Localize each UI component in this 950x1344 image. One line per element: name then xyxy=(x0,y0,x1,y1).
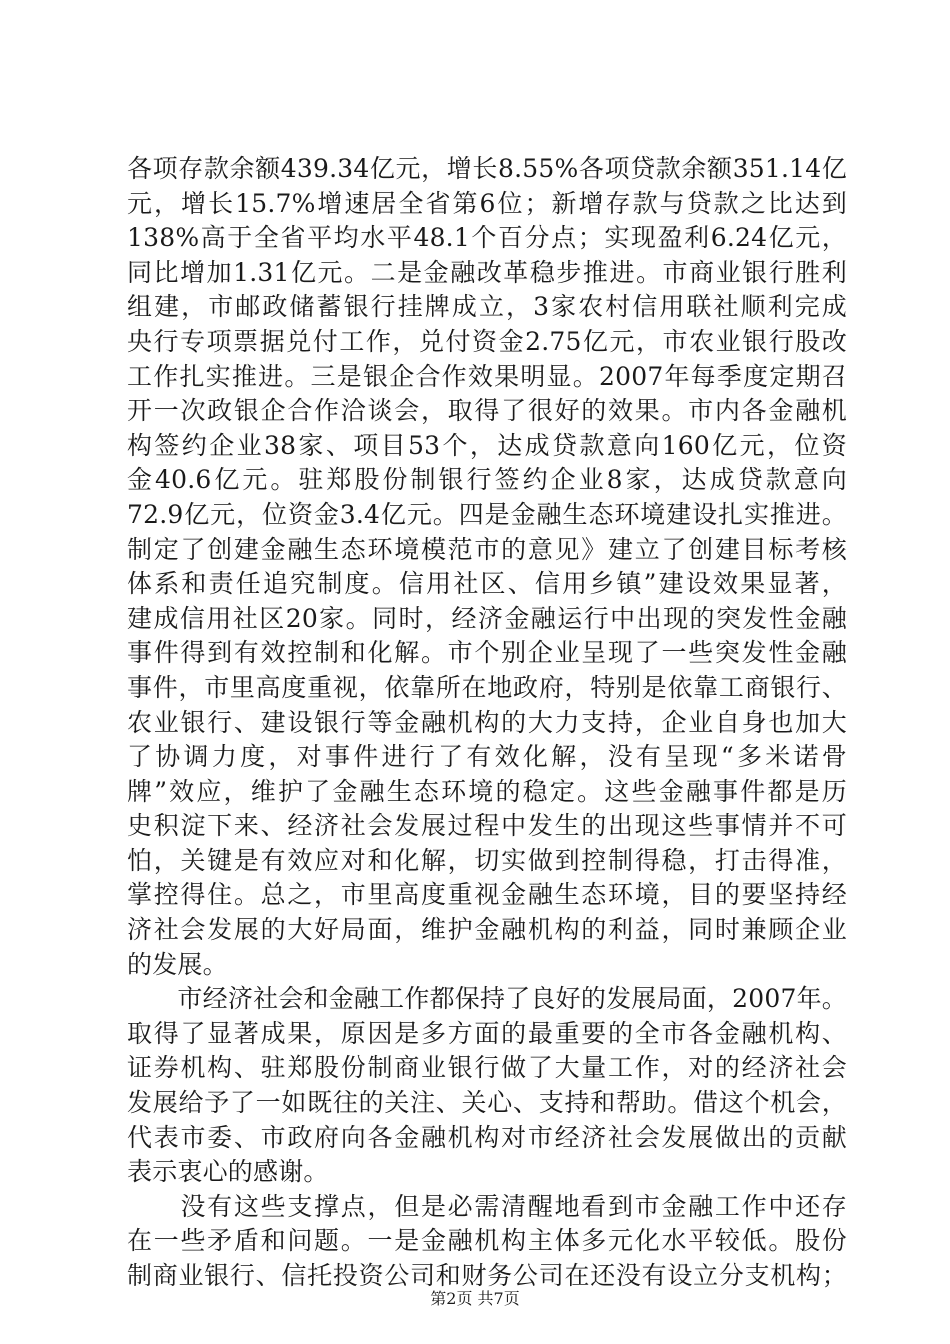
text-line: 138%高于全省平均水平48.1个百分点；实现盈利6.24亿元， xyxy=(127,223,847,253)
body-text xyxy=(127,152,847,1294)
text-line: 金40.6亿元。驻郑股份制银行签约企业8家，达成贷款意向 xyxy=(127,465,847,495)
text-line: 牌”效应，维护了金融生态环境的稳定。这些金融事件都是历 xyxy=(127,776,847,806)
text-line: 开一次政银企合作洽谈会，取得了很好的效果。市内各金融机 xyxy=(127,396,847,426)
text-line: 事件得到有效控制和化解。市个别企业呈现了一些突发性金融 xyxy=(127,638,847,668)
text-line: 制商业银行、信托投资公司和财务公司在还没有设立分支机构； xyxy=(127,1261,847,1290)
text-line: 发展给予了一如既往的关注、关心、支持和帮助。借这个机会， xyxy=(127,1088,847,1118)
text-line: 元，增长15.7%增速居全省第6位；新增存款与贷款之比达到 xyxy=(127,188,847,218)
text-line: 在一些矛盾和问题。一是金融机构主体多元化水平较低。股份 xyxy=(127,1226,847,1256)
text-line: 组建，市邮政储蓄银行挂牌成立，3家农村信用联社顺利完成 xyxy=(127,292,847,322)
text-line: 同比增加1.31亿元。二是金融改革稳步推进。市商业银行胜利 xyxy=(127,257,847,287)
text-line: 代表市委、市政府向各金融机构对市经济社会发展做出的贡献 xyxy=(127,1122,847,1152)
text-line: 掌控得住。总之，市里高度重视金融生态环境，目的要坚持经 xyxy=(127,880,847,910)
text-line: 各项存款余额439.34亿元，增长8.55%各项贷款余额351.14亿 xyxy=(127,154,847,183)
text-line: 制定了创建金融生态环境模范市的意见》建立了创建目标考核 xyxy=(127,534,847,564)
text-line: 建成信用社区20家。同时，经济金融运行中出现的突发性金融 xyxy=(127,603,847,633)
text-line: 农业银行、建设银行等金融机构的大力支持，企业自身也加大 xyxy=(127,707,847,737)
text-line: 没有这些支撑点，但是必需清醒地看到市金融工作中还存 xyxy=(127,1191,847,1221)
text-line: 工作扎实推进。三是银企合作效果明显。2007年每季度定期召 xyxy=(127,361,847,391)
text-line: 72.9亿元，位资金3.4亿元。四是金融生态环境建设扎实推进。 xyxy=(127,499,847,529)
text-line: 怕，关键是有效应对和化解，切实做到控制得稳，打击得准， xyxy=(127,845,847,875)
page-footer: 第2页 共7页 xyxy=(430,1289,520,1308)
text-line: 体系和责任追究制度。信用社区、信用乡镇”建设效果显著， xyxy=(127,569,847,599)
text-line: 史积淀下来、经济社会发展过程中发生的出现这些事情并不可 xyxy=(127,811,847,841)
text-line: 事件，市里高度重视，依靠所在地政府，特别是依靠工商银行、 xyxy=(127,672,847,702)
text-line: 了协调力度，对事件进行了有效化解，没有呈现“多米诺骨 xyxy=(127,742,847,772)
text-line: 表示衷心的感谢。 xyxy=(127,1157,329,1187)
text-line: 构签约企业38家、项目53个，达成贷款意向160亿元，位资 xyxy=(127,430,847,460)
text-line: 的发展。 xyxy=(127,949,228,979)
text-line: 取得了显著成果，原因是多方面的最重要的全市各金融机构、 xyxy=(127,1018,847,1048)
text-line: 市经济社会和金融工作都保持了良好的发展局面，2007年。 xyxy=(127,984,847,1014)
text-line: 证券机构、驻郑股份制商业银行做了大量工作，对的经济社会 xyxy=(127,1053,847,1083)
text-line: 济社会发展的大好局面，维护金融机构的利益，同时兼顾企业 xyxy=(127,915,847,945)
text-line: 央行专项票据兑付工作，兑付资金2.75亿元，市农业银行股改 xyxy=(127,326,847,356)
